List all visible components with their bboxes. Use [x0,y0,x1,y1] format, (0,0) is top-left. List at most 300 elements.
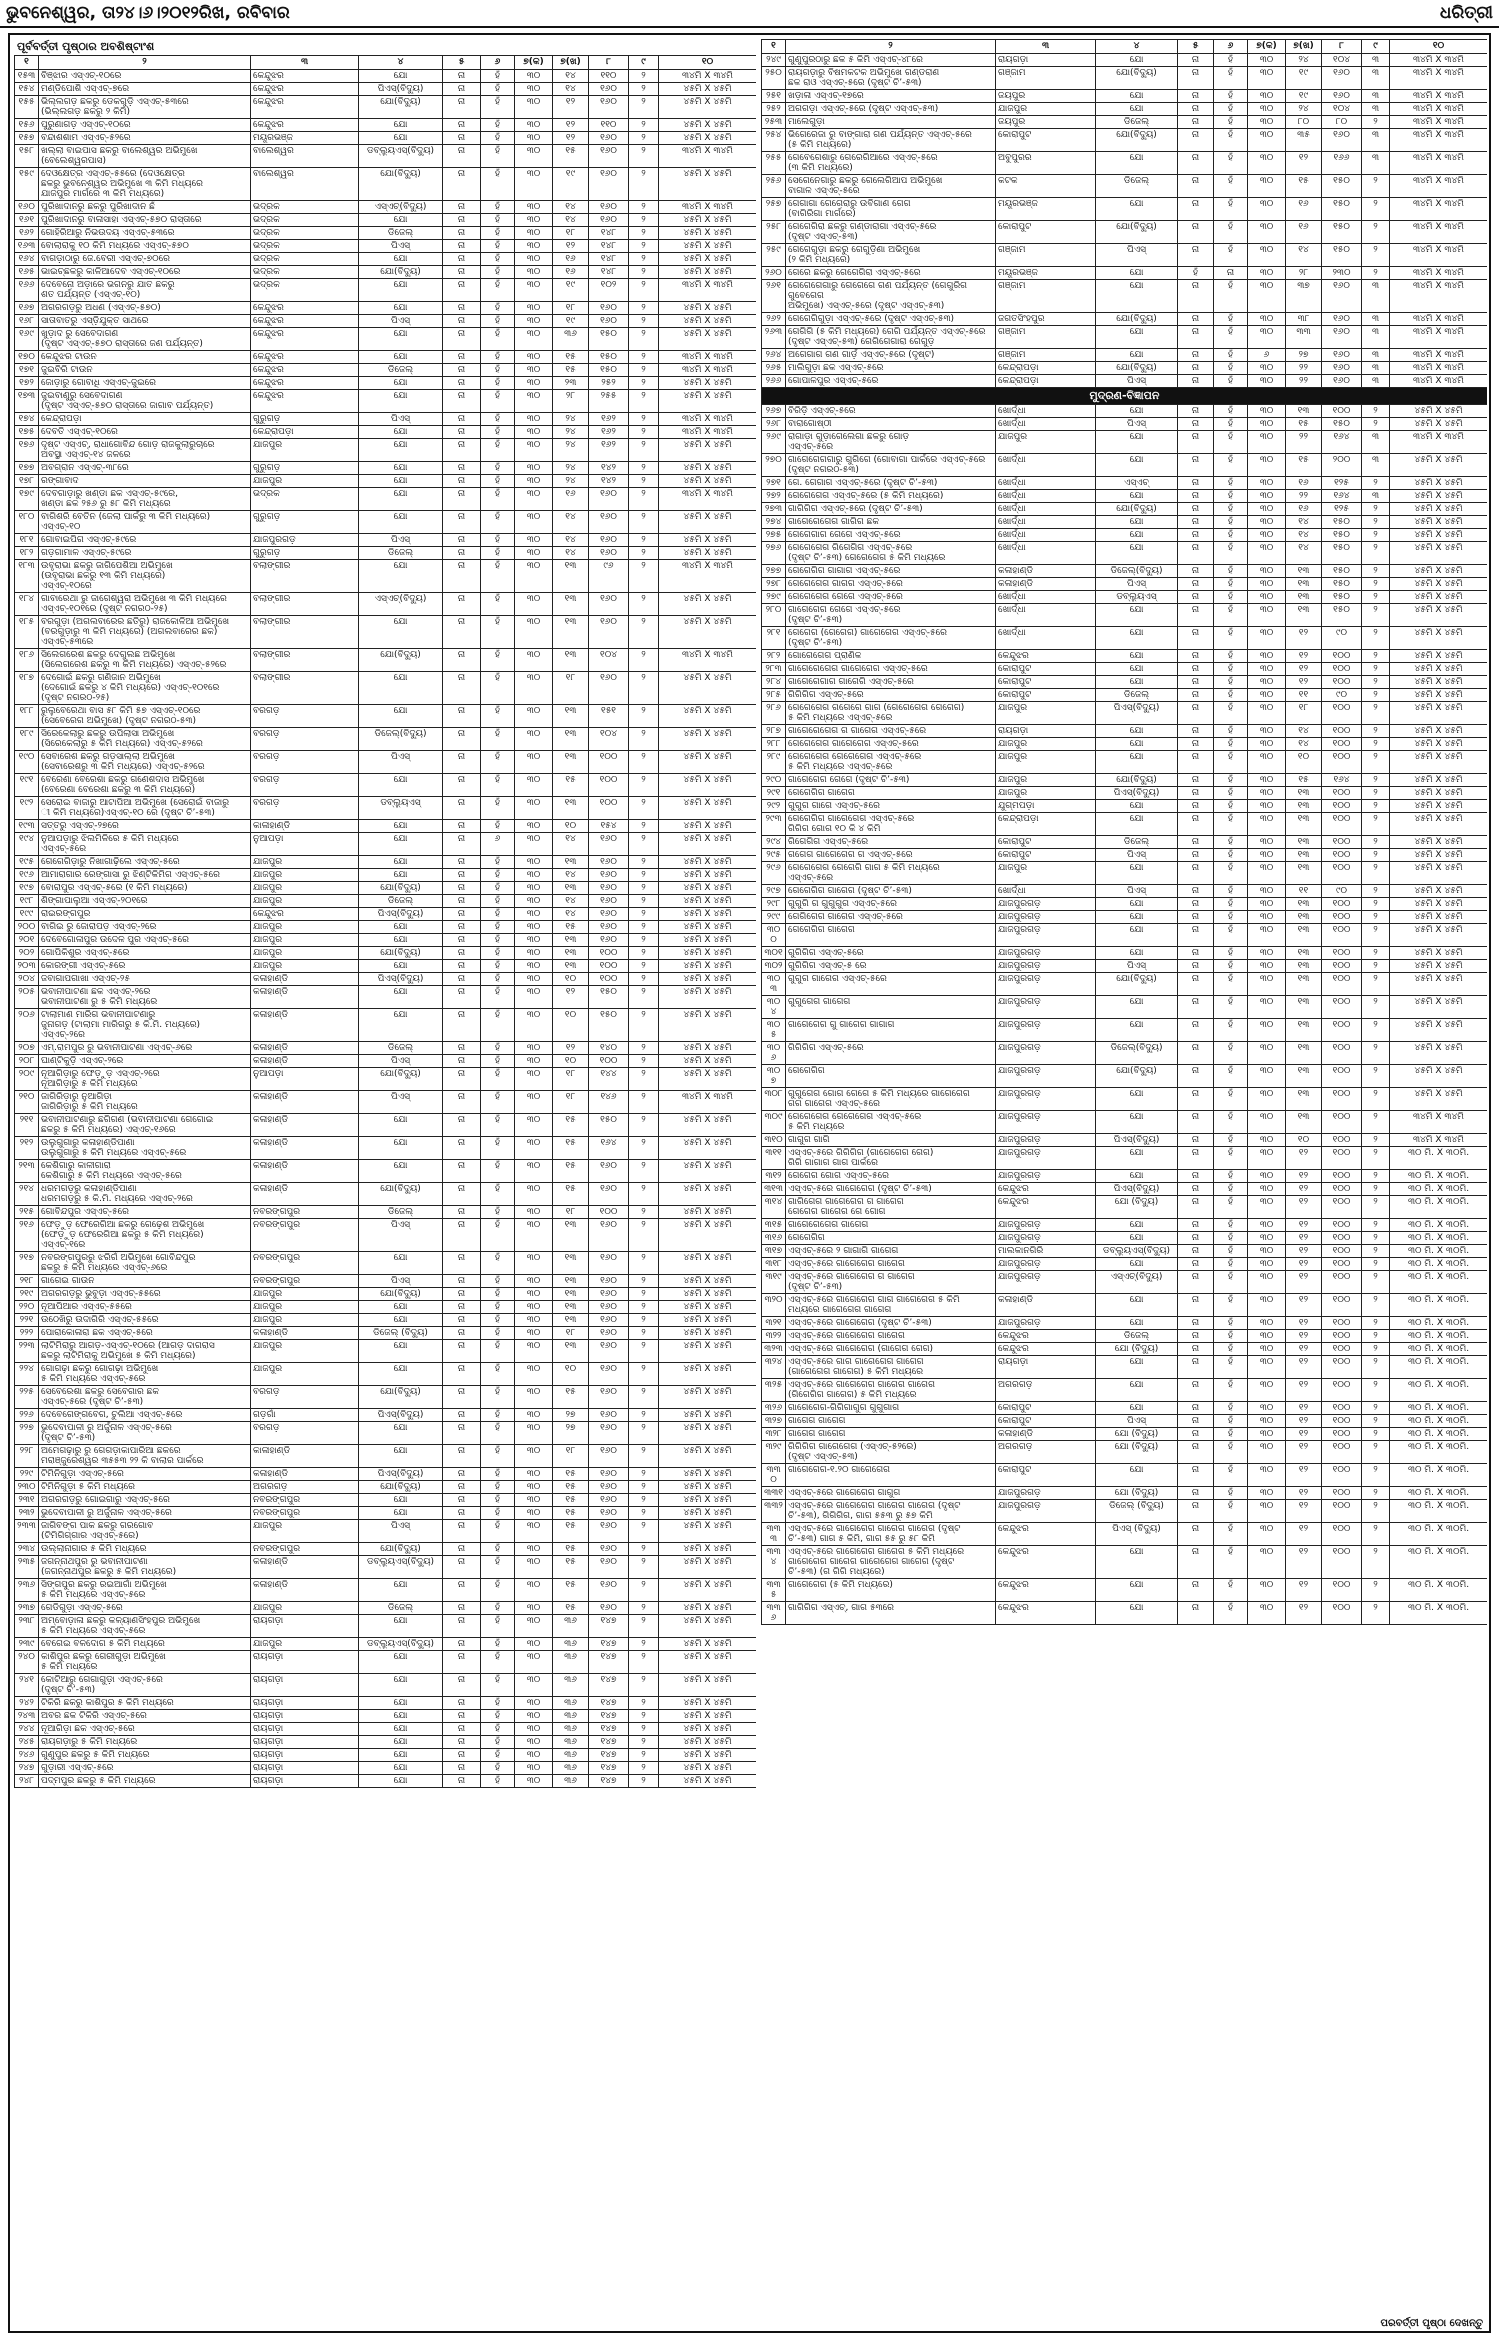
cell-sl-no: ୩୨୩ [762,1343,786,1356]
cell-size: ୪୫ମି X ୪୫ମି [1390,898,1488,911]
cell-col9: ୨ [1362,973,1390,996]
cell-col7b: ୧୨ [1286,627,1322,650]
table-row [762,418,1488,431]
cell-sl-no: ୩୦୧ [762,947,786,960]
cell-col5: ନା [1178,90,1214,103]
cell-location: ଗାଗେଗେଗ ଗେଗେ (ଦୃଷ୍ଟ ଚି’-୫୩) [786,774,996,787]
cell-site-type: ଯୋ [359,921,443,934]
cell-col8: ୧୦୦ [1322,751,1362,774]
cell-col9: ୨ [1362,787,1390,800]
cell-site-type: ଯୋ [1096,280,1178,313]
cell-col6: ହଁ [481,1340,515,1363]
cell-col5: ନା [1178,1487,1214,1500]
cell-size: ୩୦ ମି. X ୩୦ମି. [1390,1258,1488,1271]
cell-sl-no: ୨୧୧ [15,1114,39,1137]
cell-col7a: ୩୦ [515,253,553,266]
cell-col8: ୧୬୦ [1322,362,1362,375]
cell-col6: ହଁ [1214,1219,1248,1232]
cell-col7b: ୧୨ [1286,1441,1322,1464]
cell-col7a: ୩୦ [515,1556,553,1579]
cell-col6: ହଁ [1214,1343,1248,1356]
cell-col7b: ୧୨ [1286,152,1322,175]
cell-col7a: ୩୦ [515,266,553,279]
cell-col5: ନା [443,1468,481,1481]
cell-sl-no: ୨୫୮ [762,221,786,244]
cell-col7b: ୩୫ [1286,129,1322,152]
table-row [15,1520,757,1543]
cell-col5: ନା [443,1114,481,1137]
cell-size: ୪୫ମି X ୪୫ମି [659,1520,757,1543]
cell-sl-no: ୨୮୫ [762,689,786,702]
cell-col6: ହଁ [481,266,515,279]
cell-col5: ନା [443,426,481,439]
cell-size: ୪୫ମି X ୪୫ମି [659,96,757,119]
cell-size: ୩୦ ମି. X ୩୦ମି. [1390,1402,1488,1415]
cell-district: ଗଞ୍ଜାମ [996,244,1096,267]
cell-col9: ୨ [629,921,659,934]
table-row [762,221,1488,244]
cell-col6: ହଁ [481,1386,515,1409]
cell-district: କଳାହାଣ୍ଡି [251,1114,359,1137]
cell-site-type: ଯୋ [359,986,443,1009]
cell-location: ଭବାନୀପାଟଣାରୁ ଛଗିଗଣ (ଭବାନୀପାଟଣା ଗେଗୋଇ ଛକରୁ ୫ କିମି ମଧ୍ୟରେ) ଏସ୍‌ଏଚ୍-୧୬ରେ [39,1114,251,1137]
cell-col6: ହଁ [481,240,515,253]
cell-col7b: ୧୩ [553,705,589,728]
cell-size: ୪୫ମି X ୪୫ମି [1390,885,1488,898]
cell-col7b: ୧୦ [553,1363,589,1386]
cell-district: କେନ୍ଦୁଝର [996,1602,1096,1625]
cell-location: ରାଇରଙ୍ଗପୁର [39,908,251,921]
cell-col8: ୧୬୪ [1322,490,1362,503]
cell-site-type: ଯୋ [359,390,443,413]
cell-district: ଯାଜପୁରଗଡ଼ [996,973,1096,996]
table-row [15,1252,757,1275]
cell-col6: ହଁ [481,672,515,705]
cell-col5: ନା [1178,947,1214,960]
cell-col7b: ୧୯ [1286,90,1322,103]
cell-size: ୪୫ମି X ୪୫ମି [659,1288,757,1301]
cell-site-type: ଡିଜେଲ୍(ବିଦ୍ୟୁ) [1096,1042,1178,1065]
cell-col6: ହଁ [481,1160,515,1183]
cell-col6: ହଁ [1214,326,1248,349]
cell-col7b: ୨୪ [553,426,589,439]
cell-district: ବଲାଙ୍ଗୀର [251,672,359,705]
cell-location: ବାଗିଶରି ବେତିନ (ଜେଲା ପାର୍କରୁ ୩ କିମି ମଧ୍ୟରେ) ଏସ୍‌ଏଚ୍-୧୦ [39,511,251,534]
cell-district: କୋରାପୁଟ [996,676,1096,689]
cell-district: ରାୟଗଡ଼ା [251,1674,359,1697]
cell-col7a: ୩୦ [515,1206,553,1219]
cell-sl-no: ୩୧୪ [762,1196,786,1219]
cell-col9: ୨ [1362,800,1390,813]
cell-site-type: ପିଏସ୍ [1096,375,1178,388]
cell-site-type: ଯୋ [1096,1088,1178,1111]
cell-col7a: ୩୦ [1248,326,1286,349]
cell-col7b: ୧୩ [1286,787,1322,800]
cell-col5: ନା [443,439,481,462]
cell-col9: ୨ [629,439,659,462]
cell-sl-no: ୨୫୯ [762,244,786,267]
cell-col6: ହଁ [481,728,515,751]
table-row [15,1445,757,1468]
cell-district: ନବରଙ୍ଗପୁର [251,1219,359,1252]
cell-sl-no: ୨୮୬ [762,702,786,725]
cell-location: ବେରେଣା ବେରେଶା ଛକରୁ ଗଣେଶଦାସ ଅଭିମୁଖେ (ବେରେଣା ବେରେଶା ଛକରୁ ୩ କିମି ମଧ୍ୟରେ) [39,774,251,797]
cell-size: ୪୫ମି X ୪୫ମି [659,547,757,560]
cell-location: ଗେଗେଗେଗ ଗାଗଗ ଏସ୍‌ଏଚ୍-୫ରେ [786,578,996,591]
cell-col6: ହଁ [1214,313,1248,326]
cell-col8: ୧୬୦ [589,168,629,201]
cell-col7b: ୧୫ [553,1602,589,1615]
cell-location: ଦେବେଗୋଳାପୁର ଉଦେଳ ପୁର ଏସ୍‌ଏଚ୍-୫ରେ [39,934,251,947]
cell-sl-no: ୧୬୧ [15,214,39,227]
cell-site-type: ଡିଜେଲ୍ (ବିଦ୍ୟୁ) [1096,1500,1178,1523]
table-row [15,1615,757,1638]
cell-col6: ହଁ [1214,349,1248,362]
table-row [15,240,757,253]
cell-col9: ୩ [1362,454,1390,477]
cell-col9: ୨ [629,351,659,364]
cell-col6: ହଁ [1214,1196,1248,1219]
cell-col7b: ୩୬ [553,1638,589,1651]
cell-col9: ୨ [629,547,659,560]
cell-col8: ୧୦୦ [1322,947,1362,960]
cell-size: ୩୦ ମି. X ୩୦ମି. [1390,1317,1488,1330]
cell-sl-no: ୨୧୩ [15,1160,39,1183]
cell-size: ୪୫ମି X ୪୫ମି [659,986,757,1009]
cell-col6: ହଁ [1214,650,1248,663]
cell-district: ଯାଜପୁର [996,751,1096,774]
cell-size: ୪୫ମି X ୪୫ମି [659,1775,757,1788]
table-row [762,1042,1488,1065]
cell-size: ୪୫ମି X ୪୫ମି [659,132,757,145]
cell-col6: ହଁ [481,168,515,201]
cell-size: ୪୫ମି X ୪୫ମି [1390,676,1488,689]
cell-col7b: ୩୬ [553,1674,589,1697]
cell-col5: ନା [1178,862,1214,885]
cell-col5: ନା [1178,787,1214,800]
column-header: ୩ [251,56,359,70]
column-header: ୧୦ [1390,40,1488,54]
cell-col7a: ୩୦ [515,328,553,351]
cell-col8: ୧୬୦ [589,534,629,547]
cell-col5: ନା [443,240,481,253]
cell-district: ଯାଜପୁର [251,439,359,462]
cell-district: କେନ୍ଦୁଝର [996,1183,1096,1196]
cell-sl-no: ୩୨୬ [762,1402,786,1415]
table-row [15,1314,757,1327]
cell-site-type: ଯୋ [359,351,443,364]
cell-district: ଯାଜପୁରଗଡ଼ [996,898,1096,911]
column-header: ୪ [1096,40,1178,54]
cell-col9: ୨ [629,253,659,266]
cell-sl-no: ୩୩୫ [762,1579,786,1602]
cell-col9: ୨ [1362,405,1390,418]
cell-col7b: ୧୨ [1286,1170,1322,1183]
cell-size: ୪୫ମି X ୪୫ମି [659,1723,757,1736]
cell-col7b: ୩୬ [553,1749,589,1762]
cell-col9: ୨ [629,833,659,856]
cell-site-type: ପିଏସ୍(ବିଦ୍ୟୁ) [359,908,443,921]
cell-district: ଖୋର୍ଦ୍ଧା [996,591,1096,604]
cell-col5: ନା [443,1009,481,1042]
cell-district: ଯାଜପୁର [251,882,359,895]
cell-col8: ୧୬୦ [589,869,629,882]
cell-location: ଗେଗେଗୁଡ଼ା ଛକରୁ ଗେଗୁଡ଼ିଣା ଅଭିମୁଖେ (୨ କିମି ମଧ୍ୟରେ) [786,244,996,267]
cell-location: ଏସ୍‌ଏଚ୍-୫ରେ ଗାଗ ଗାଗେଗେଗ ଗାଗେଗ (ଗାଗେଗେଗ ଗାଗେଗ) ୫ କିମି ମଧ୍ୟରେ [786,1356,996,1379]
cell-size: ୩୪ମି X ୩୪ମି [1390,280,1488,313]
cell-col6: ହଁ [481,214,515,227]
cell-col9: ୨ [629,1481,659,1494]
cell-col5: ନା [1178,836,1214,849]
cell-col7a: ୬ [1248,349,1286,362]
cell-col6: ହଁ [1214,1579,1248,1602]
cell-col7b: ୧୩ [1286,565,1322,578]
cell-col5: ନା [1178,116,1214,129]
cell-location: ଗେଗେଗିଗ [786,1065,996,1088]
cell-col6: ହଁ [481,856,515,869]
cell-col7b: ୧୧ [1286,689,1322,702]
cell-district: ଯାଜପୁରଗଡ଼ [996,1088,1096,1111]
cell-sl-no: ୨୦୨ [15,947,39,960]
cell-size: ୩୪ମି X ୩୪ମି [659,488,757,511]
cell-col6: ହଁ [481,511,515,534]
cell-col5: ନା [443,1160,481,1183]
cell-col7a: ୩୦ [1248,175,1286,198]
cell-district: କେନ୍ଦୁଝର [996,1330,1096,1343]
cell-site-type: ଯୋ [359,1340,443,1363]
cell-col7b: ୧୨ [1286,1379,1322,1402]
cell-location: କୋଟିଆରୁ ଗେଗାଗୁଡ଼ା ଏସ୍‌ଏଚ୍-୫ରେ (ଦୃଷ୍ଟ ଚି’-୫୩) [39,1674,251,1697]
cell-col8: ୧୦୦ [589,774,629,797]
cell-col6: ହଁ [481,145,515,168]
cell-col7a: ୩୦ [1248,800,1286,813]
cell-site-type: ଯୋ [359,1422,443,1445]
cell-size: ୪୫ମି X ୪୫ମି [659,1494,757,1507]
cell-col9: ୨ [1362,1019,1390,1042]
cell-sl-no: ୨୮୭ [762,725,786,738]
cell-location: ଗେଗିଗି (୫ କିମି ମଧ୍ୟରେ) ଗେଗି ପର୍ଯ୍ୟନ୍ତ ଏସ୍‌ଏଚ୍-୫ରେ (ଦୃଷ୍ଟ ଏସ୍‌ଏଚ୍-୫୩) ଗେଗିଗେଗାରା ଗେଗୁଡ଼ [786,326,996,349]
cell-district: ଯାଜପୁର [996,103,1096,116]
cell-size: ୩୪ମି X ୩୪ମି [659,145,757,168]
cell-col7b: ୧୨ [1286,1147,1322,1170]
cell-col9: ୨ [629,1183,659,1206]
cell-site-type: ଯୋ(ବିଦ୍ୟୁ) [359,1288,443,1301]
cell-col5: ନା [443,1762,481,1775]
table-row [15,214,757,227]
cell-sl-no: ୩୨୦ [762,1294,786,1317]
cell-col6: ହଁ [481,96,515,119]
cell-col9: ୨ [1362,1042,1390,1065]
table-row [762,175,1488,198]
cell-col7b: ୧୩ [1286,578,1322,591]
table-row [15,266,757,279]
cell-col6: ହଁ [481,882,515,895]
cell-location: ଅଗେଗାଗ ଗଣ ଗାର୍ଡ଼ ଏସ୍‌ଏଚ୍-୫ରେ (ଦୃଷ୍ଟ) [786,349,996,362]
cell-col7a: ୩୦ [515,96,553,119]
table-row [15,934,757,947]
cell-size: ୩୪ମି X ୩୪ମି [659,649,757,672]
cell-col6: ହଁ [1214,244,1248,267]
cell-col8: ୧୬୦ [589,616,629,649]
cell-col7a: ୩୦ [515,1736,553,1749]
cell-location: ଗେଗେଗ (ଗେଗେଗ) ଗାଗେଗେଗ ଏସ୍‌ଏଚ୍-୫ରେ (ଦୃଷ୍ଟ ଚି’-୫୩) [786,627,996,650]
cell-col7b: ୨୮ [553,390,589,413]
cell-location: ଏସ୍‌ଏଚ୍-୫ରେ ଗାଗେଗେଗ ଗାଗେଗ [786,1330,996,1343]
cell-col9: ୨ [629,895,659,908]
cell-col5: ନା [1178,1500,1214,1523]
cell-sl-no: ୩୦୪ [762,996,786,1019]
cell-col5: ନା [443,895,481,908]
table-row [15,96,757,119]
cell-col7b: ୧୨ [1286,1402,1322,1415]
cell-size: ୩୦ ମି. X ୩୦ମି. [1390,1500,1488,1523]
cell-col9: ୨ [629,1697,659,1710]
cell-col7a: ୩୦ [515,1481,553,1494]
cell-col5: ନା [1178,1134,1214,1147]
column-header: ୨ [39,56,251,70]
cell-col7a: ୩୦ [1248,454,1286,477]
table-row [15,1602,757,1615]
cell-col6: ହଁ [1214,813,1248,836]
cell-district: ଯାଜପୁର [251,856,359,869]
cell-col7a: ୩୦ [515,1602,553,1615]
cell-district: କେନ୍ଦୁଝର [996,1579,1096,1602]
cell-size: ୩୪ମି X ୩୪ମି [659,364,757,377]
table-row [15,201,757,214]
cell-district: କୋରାପୁଟ [996,129,1096,152]
cell-col9: ୨ [1362,542,1390,565]
cell-col9: ୩ [1362,313,1390,326]
cell-size: ୪୫ମି X ୪୫ମି [659,328,757,351]
cell-location: ଜୁଇବିରି ଟାଉନ [39,364,251,377]
cell-size: ୪୫ମି X ୪୫ମି [659,1615,757,1638]
table-row [762,116,1488,129]
table-row [762,751,1488,774]
cell-col7b: ୩୬ [553,1723,589,1736]
cell-col6: ହଁ [481,1494,515,1507]
cell-size: ୩୦ ମି. X ୩୦ମି. [1390,1147,1488,1170]
table-row [762,1196,1488,1219]
cell-location: ଗେଗେଗିଗ ଗାଗାଗ ଏସ୍‌ଏଚ୍-୫ରେ [786,565,996,578]
cell-site-type: ଡିଜେଲ୍ [1096,116,1178,129]
cell-size: ୪୫ମି X ୪୫ମି [1390,503,1488,516]
cell-col5: ନା [443,1068,481,1091]
cell-district: ଯାଜପୁର [251,1301,359,1314]
cell-size: ୩୪ମି X ୩୪ମି [1390,198,1488,221]
cell-location: ଜୋଡ଼ାରୁ ଗୋବାଧି ଏସ୍‌ଏଚ୍-ଜୁଇରେ [39,377,251,390]
cell-site-type: ଡିଜେଲ୍ [1096,689,1178,702]
cell-district: ଯାଜପୁର [251,1602,359,1615]
cell-sl-no: ୧୭୩ [15,390,39,413]
cell-col9: ୨ [629,728,659,751]
cell-col5: ନା [443,364,481,377]
cell-size: ୪୫ମି X ୪୫ମି [1390,947,1488,960]
cell-sl-no: ୩୦୩ [762,973,786,996]
cell-site-type: ଯୋ(ବିଦ୍ୟୁ) [359,96,443,119]
cell-size: ୩୪ମି X ୩୪ମି [1390,375,1488,388]
cell-col7a: ୩୦ [1248,1579,1286,1602]
cell-location: ଗାଗେଗେଗ (୫ କିମି ମଧ୍ୟରେ) [786,1579,996,1602]
cell-col7a: ୩୦ [515,302,553,315]
cell-location: ଗୁଣୁପୁର ଛକରୁ ୫ କିମି ମଧ୍ୟରେ [39,1749,251,1762]
cell-size: ୪୫ମି X ୪୫ମି [1390,627,1488,650]
cell-district: ଯାଜପୁରଗଡ଼ [996,1019,1096,1042]
cell-size: ୩୪ମି X ୩୪ମି [1390,313,1488,326]
cell-site-type: ପିଏସ୍ [359,240,443,253]
cell-size: ୪୫ମି X ୪୫ମି [1390,787,1488,800]
cell-location: ଏସ୍‌ଏଚ୍-୫ରେ ଗାଗେଗେଗ ଗାଗେଗ ଗାଗେଗ (ଦୃଷ୍ଟ ଚି’-୫୩) ଗାଗ ୫ କିମି, ଗାଗ ୫୫ ରୁ ୫୮ କିମି [786,1523,996,1546]
cell-sl-no: ୩୨୮ [762,1428,786,1441]
cell-sl-no: ୨୧୨ [15,1137,39,1160]
cell-district: ବରଗଡ଼ [251,751,359,774]
cell-site-type: ଯୋ [1096,103,1178,116]
cell-col7a: ୩୦ [1248,725,1286,738]
cell-col6: ହଁ [481,390,515,413]
cell-col8: ୧୪୭ [589,1775,629,1788]
cell-sl-no: ୨୯୬ [762,862,786,885]
cell-col7b: ୧୨ [1286,1546,1322,1579]
cell-size: ୪୫ମି X ୪୫ମି [659,1042,757,1055]
cell-col9: ୨ [1362,1356,1390,1379]
cell-col8: ୧୦୦ [1322,1428,1362,1441]
cell-col9: ୨ [629,820,659,833]
cell-location: ଦେବତି ଏସ୍‌ଏଚ୍-୧୦ରେ [39,426,251,439]
cell-col7b: ୧୦ [553,1055,589,1068]
cell-sl-no: ୧୯୭ [15,882,39,895]
cell-col7b: ୧୫ [553,364,589,377]
cell-sl-no: ୨୪୫ [15,1736,39,1749]
cell-site-type: ଯୋ(ବିଦ୍ୟୁ) [359,1068,443,1091]
cell-col7a: ୩୦ [515,119,553,132]
cell-col7b: ୧୩ [1286,836,1322,849]
cell-site-type: ଯୋ(ବିଦ୍ୟୁ) [359,947,443,960]
cell-size: ୪୫ମି X ୪୫ମି [1390,702,1488,725]
table-row [762,1356,1488,1379]
cell-col9: ୨ [629,1314,659,1327]
cell-site-type: ଯୋ [1096,898,1178,911]
table-row [762,267,1488,280]
cell-district: ନବରଙ୍ଗପୁର [251,1206,359,1219]
cell-size: ୪୫ମି X ୪୫ମି [1390,774,1488,787]
cell-col8: ୧୪୮ [589,227,629,240]
cell-sl-no: ୨୪୩ [15,1710,39,1723]
cell-district: ବଲାଙ୍ଗୀର [251,593,359,616]
cell-size: ୪୫ମି X ୪୫ମି [1390,529,1488,542]
cell-col8: ୧୦୦ [1322,1147,1362,1170]
date-line: ଭୁବନେଶ୍ୱର, ତା୨୪।୬।୨୦୧୨ରିଖ, ରବିବାର [6,3,290,23]
cell-col7a: ୩୦ [1248,1245,1286,1258]
cell-col7a: ୩୦ [515,960,553,973]
cell-col7b: ୧୨ [1286,676,1322,689]
cell-col9: ୨ [1362,1602,1390,1625]
cell-site-type: ଯୋ [359,1137,443,1160]
cell-col7b: ୨୪ [1286,103,1322,116]
cell-col7b: ୧୫ [553,1507,589,1520]
cell-size: ୪୫ମି X ୪୫ମି [659,1481,757,1494]
cell-col7b: ୧୩ [553,934,589,947]
cell-col7a: ୩୦ [1248,663,1286,676]
cell-col8: ୧୪୭ [589,1723,629,1736]
cell-col7b: ୨୭ [1286,349,1322,362]
cell-district: ଗୁରୁଗଡ଼ [251,413,359,426]
cell-location: ଏସ୍‌ଏଚ୍-୫ରେ ଗାଗେଗେଗ ଗାଗେଗ ଗାଗେଗ (ଗିଗେଗିଗ ଗାଗେଗ) ୫ କିମି ମଧ୍ୟରେ [786,1379,996,1402]
cell-sl-no: ୨୯୪ [762,836,786,849]
cell-col5: ନା [443,462,481,475]
cell-col5: ନା [1178,529,1214,542]
table-row [15,328,757,351]
cell-col7b: ୧୯ [553,279,589,302]
cell-col9: ୨ [1362,836,1390,849]
